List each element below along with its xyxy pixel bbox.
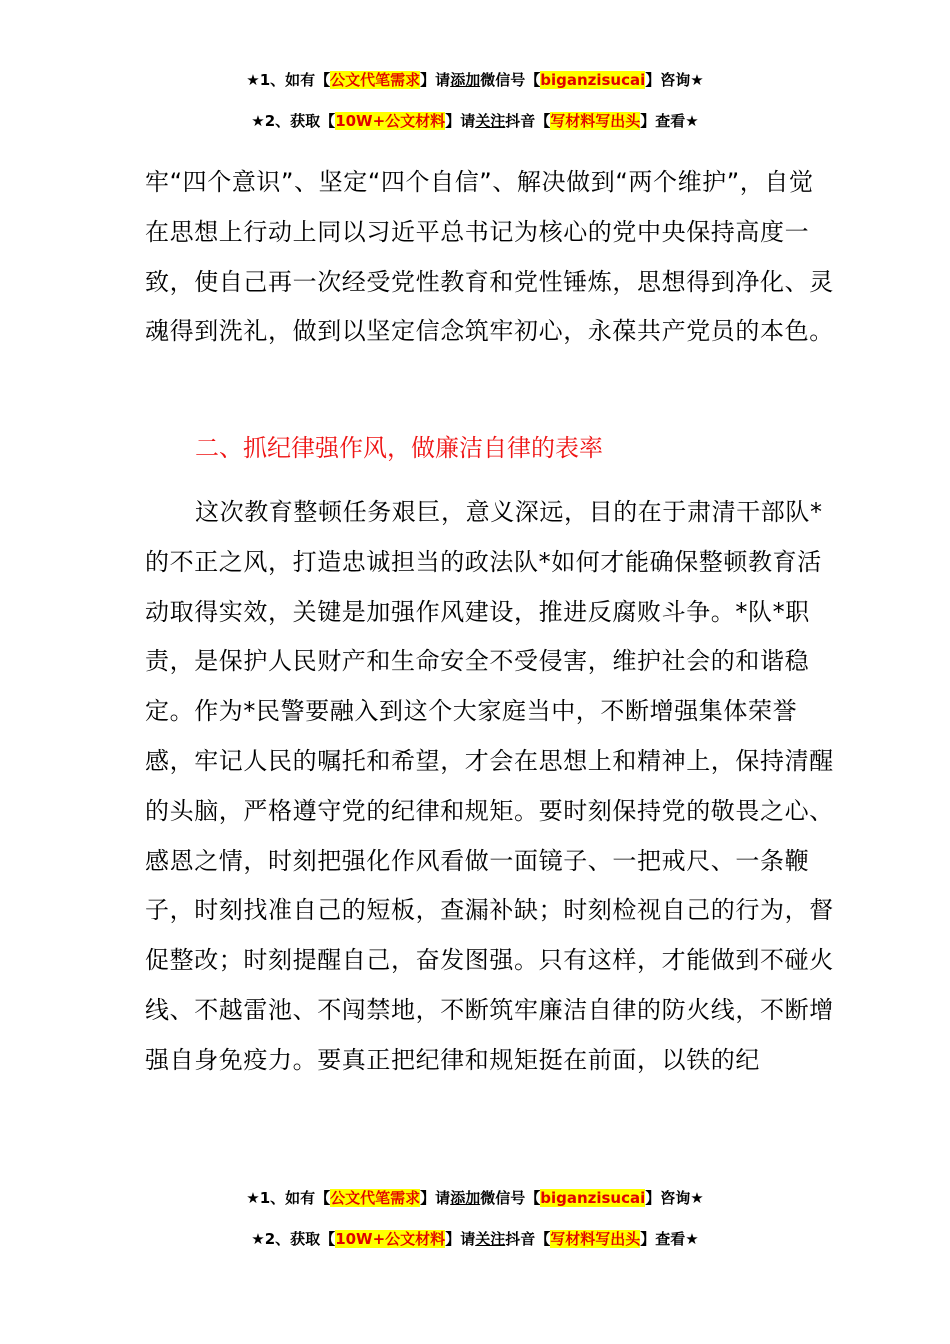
highlight-materials: 10W+公文材料 [335,1230,446,1248]
banner-text: ★1、如有【 [246,1189,331,1207]
banner-text: 抖音【 [505,1230,551,1248]
banner-text: 】请 [445,1230,476,1248]
highlight-service: 公文代笔需求 [330,1189,421,1207]
banner-text: 微信号【 [480,71,541,89]
banner-text: ★1、如有【 [246,71,331,89]
highlight-douyin-account: 写材料写出头 [550,1230,641,1248]
underlined-word: 添加 [450,1189,481,1207]
banner-text: 】请 [445,112,476,130]
header-banner-line-2 [0,111,950,131]
paragraph-text: 牢“四个意识”、坚定“四个自信”、解决做到“两个维护”，自觉在思想上行动上同以习近平总书记为核心的党中央保持高度一致，使自己再一次经受党性教育和党性锤炼，思想得到净化、灵魂得到洗礼，做到以坚定信念筑牢初心，永葆共产党员的本色。 [145,168,834,346]
banner-text: 】查看★ [640,1230,699,1248]
highlight-douyin-account: 写材料写出头 [550,112,641,130]
banner-text: 】咨询★ [645,71,704,89]
banner-text: 】请 [420,71,451,89]
banner-text: 微信号【 [480,1189,541,1207]
section-heading: 二、抓纪律强作风，做廉洁自律的表率 [195,434,603,462]
banner-text: ★2、获取【 [251,112,336,130]
footer-banner-line-2 [0,1229,950,1249]
header-banner-line-1 [0,70,950,90]
highlight-materials: 10W+公文材料 [335,112,446,130]
banner-text: 】咨询★ [645,1189,704,1207]
banner-text: 】请 [420,1189,451,1207]
highlight-service: 公文代笔需求 [330,71,421,89]
footer-banner-line-1 [0,1188,950,1208]
body-paragraph-1 [145,158,835,357]
highlight-wechat-id: biganzisucai [540,1189,646,1207]
underlined-word: 关注 [475,112,506,130]
underlined-word: 添加 [450,71,481,89]
body-paragraph-2 [145,488,835,1086]
underlined-word: 关注 [475,1230,506,1248]
highlight-wechat-id: biganzisucai [540,71,646,89]
banner-text: ★2、获取【 [251,1230,336,1248]
banner-text: 抖音【 [505,112,551,130]
banner-text: 】查看★ [640,112,699,130]
paragraph-text: 这次教育整顿任务艰巨，意义深远，目的在于肃清干部队*的不正之风，打造忠诚担当的政法队*如何才能确保整顿教育活动取得实效，关键是加强作风建设，推进反腐败斗争。*队*职责，是保护人民财产和生命安全不受侵害，维护社会的和谐稳定。作为*民警要融入到这个大家庭当中，不断增强集体荣誉感，牢记人民的嘱托和希望，才会在思想上和精神上，保持清醒的头脑，严格遵守党的纪律和规矩。要时刻保持党的敬畏之心、感恩之情，时刻把强化作风看做一面镜子、一把戒尺、一条鞭子，时刻找准自己的短板，查漏补缺；时刻检视自己的行为，督促整改；时刻提醒自己，奋发图强。只有这样，才能做到不碰火线、不越雷池、不闯禁地，不断筑牢廉洁自律的防火线，不断增强自身免疫力。要真正把纪律和规矩挺在前面，以铁的纪 [145,498,834,1074]
